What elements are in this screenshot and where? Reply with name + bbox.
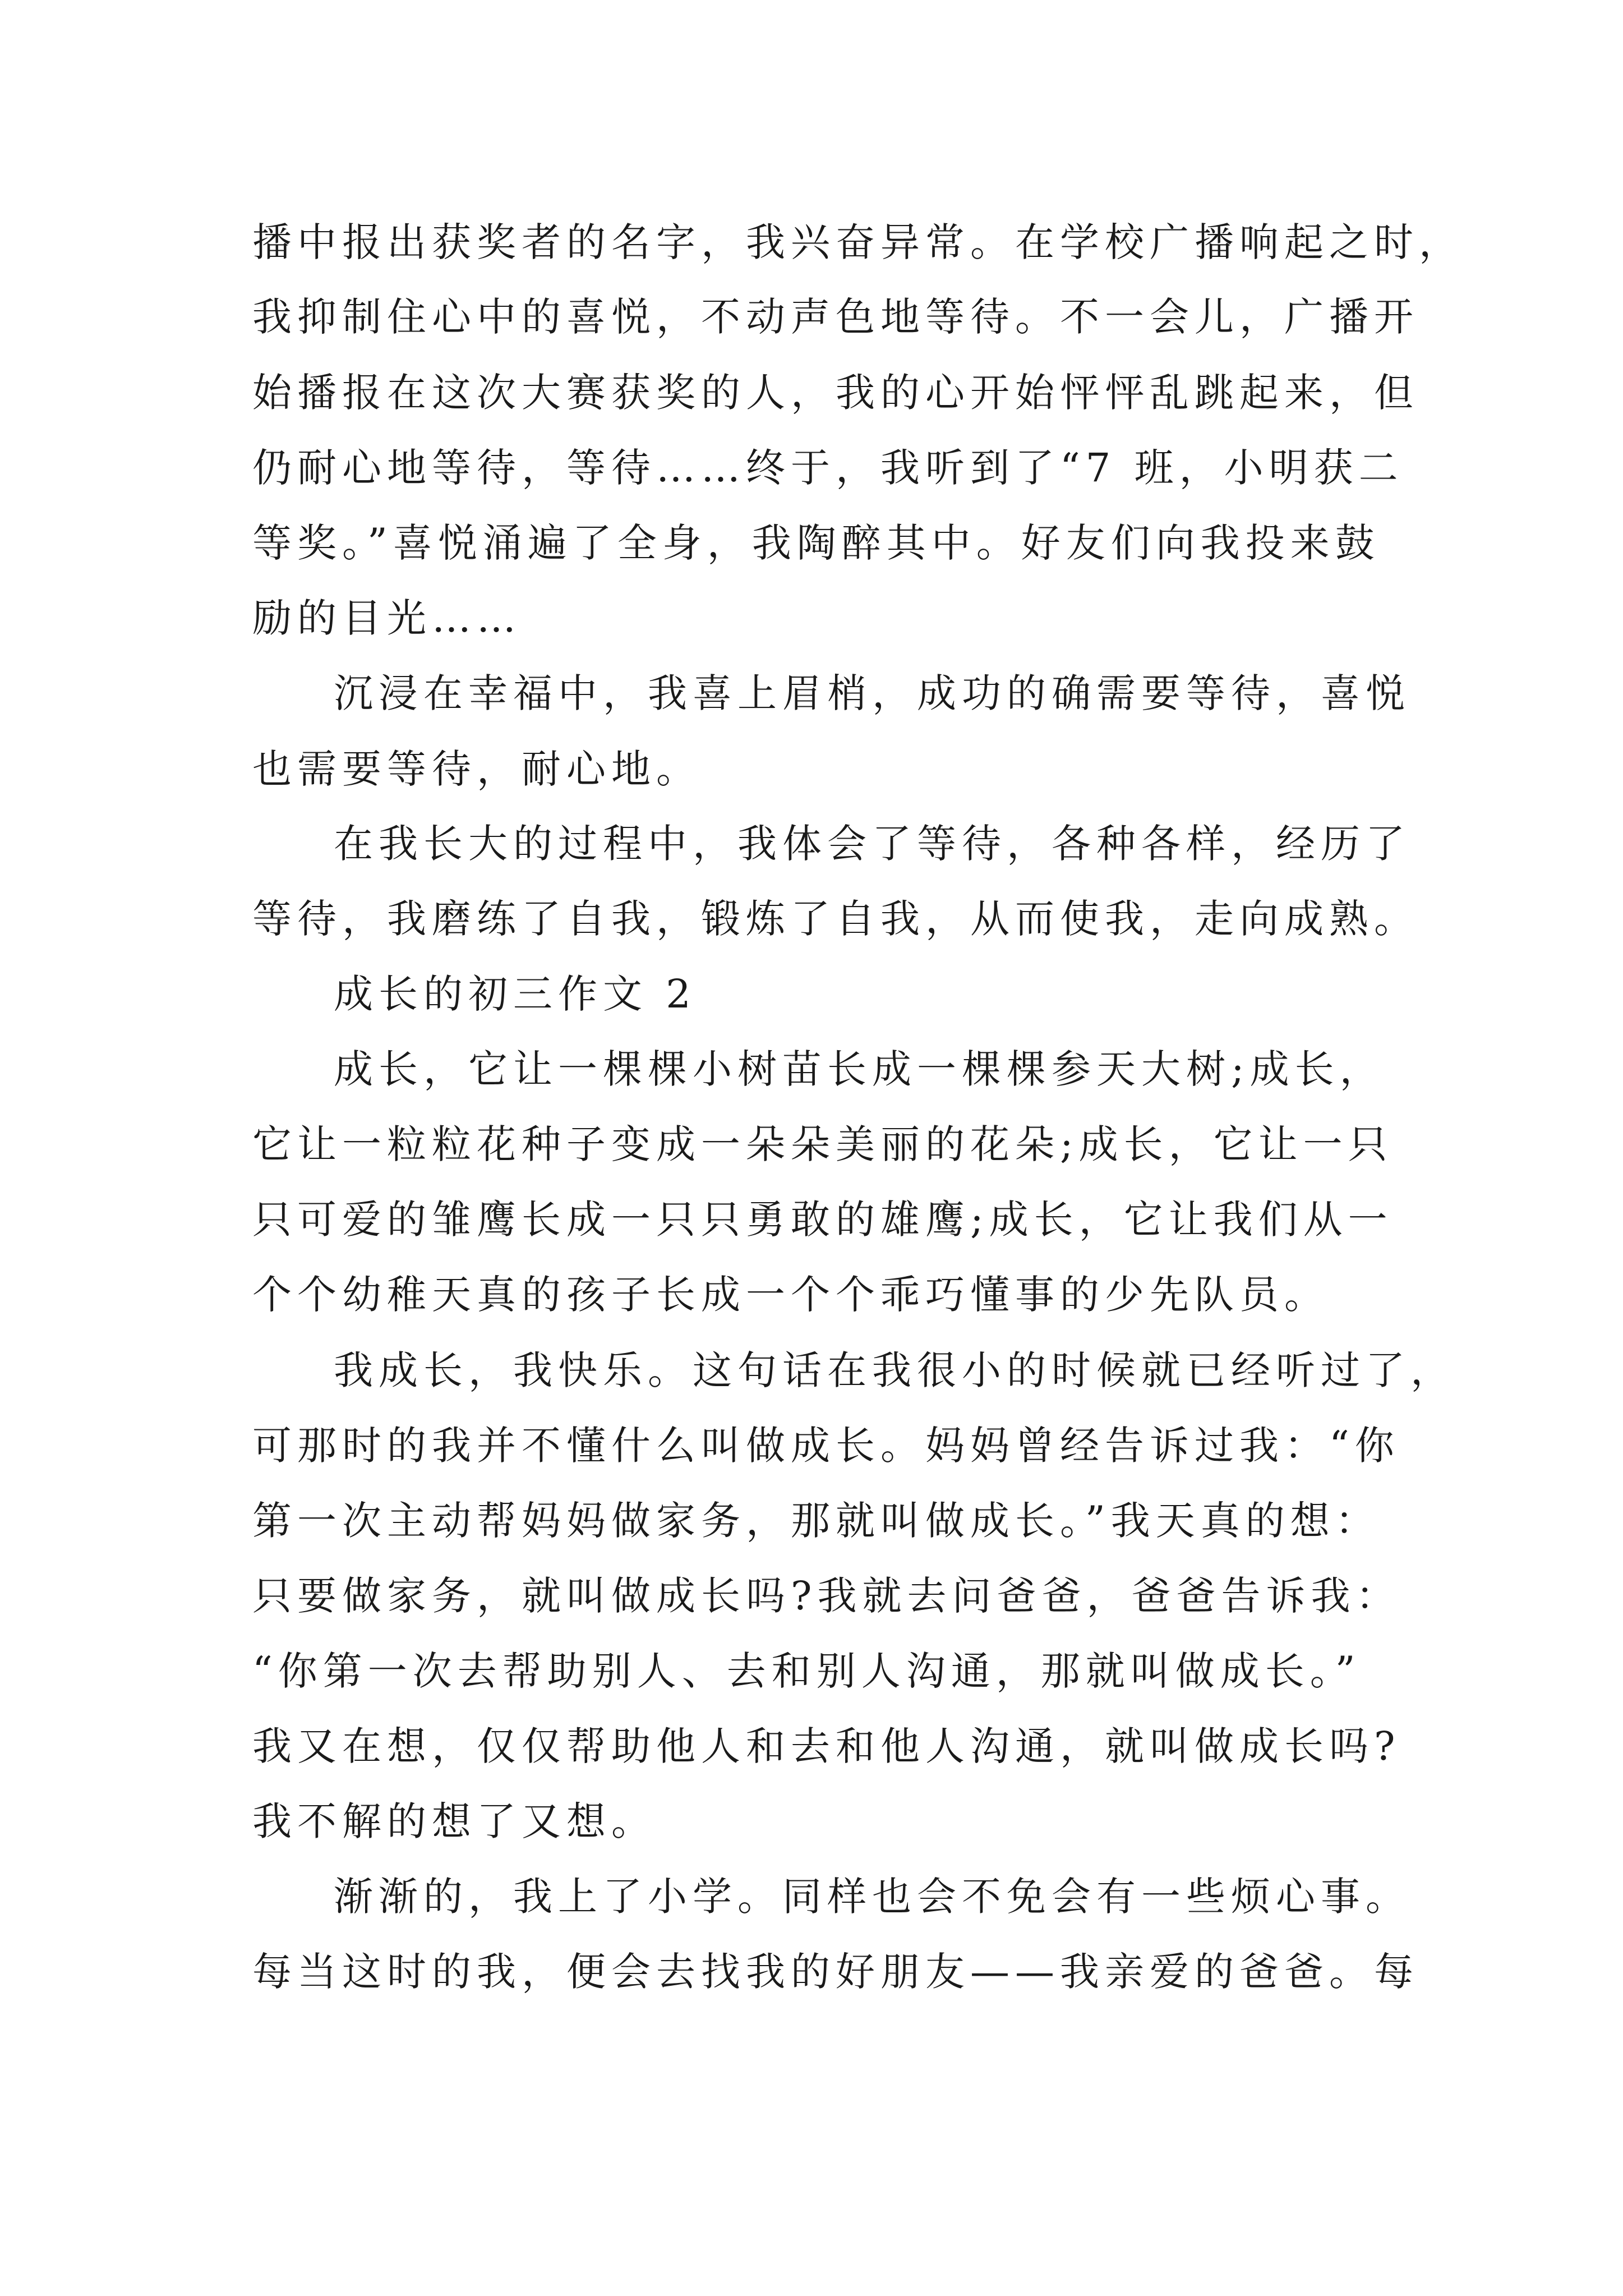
- paragraph-start-line: 在我长大的过程中，我体会了等待，各种各样，经历了: [334, 821, 1410, 867]
- text-line: 始播报在这次大赛获奖的人，我的心开始怦怦乱跳起来，但: [252, 370, 1419, 416]
- text-line: 励的目光……: [252, 595, 522, 641]
- text-line: 等奖。”喜悦涌遍了全身，我陶醉其中。好友们向我投来鼓: [252, 520, 1380, 566]
- text-line: 可那时的我并不懂什么叫做成长。妈妈曾经告诉过我：“你: [252, 1423, 1400, 1469]
- text-line: 我不解的想了又想。: [252, 1798, 656, 1844]
- paragraph-start-line: 成长，它让一棵棵小树苗长成一棵棵参天大树;成长，: [334, 1046, 1385, 1092]
- text-line: 个个幼稚天真的孩子长成一个个乖巧懂事的少先队员。: [252, 1272, 1329, 1318]
- text-line: 仍耐心地等待，等待……终于，我听到了“7 班，小明获二: [252, 445, 1404, 491]
- text-line: 我抑制住心中的喜悦，不动声色地等待。不一会儿，广播开: [252, 294, 1419, 340]
- paragraph-start-line: 我成长，我快乐。这句话在我很小的时候就已经听过了，: [334, 1347, 1455, 1393]
- paragraph-start-line: 沉浸在幸福中，我喜上眉梢，成功的确需要等待，喜悦: [334, 670, 1410, 716]
- text-line: “你第一次去帮助别人、去和别人沟通，那就叫做成长。”: [252, 1648, 1361, 1694]
- text-line: 也需要等待，耐心地。: [252, 746, 701, 792]
- section-heading: 成长的初三作文 2: [334, 971, 697, 1017]
- text-line: 等待，我磨练了自我，锻炼了自我，从而使我，走向成熟。: [252, 896, 1419, 942]
- text-line: 我又在想，仅仅帮助他人和去和他人沟通，就叫做成长吗?: [252, 1723, 1401, 1769]
- text-line: 只要做家务，就叫做成长吗?我就去问爸爸，爸爸告诉我：: [252, 1573, 1401, 1619]
- text-line: 第一次主动帮妈妈做家务，那就叫做成长。”我天真的想：: [252, 1498, 1380, 1544]
- text-line: 每当这时的我，便会去找我的好朋友——我亲爱的爸爸。每: [252, 1949, 1419, 1995]
- text-line: 播中报出获奖者的名字，我兴奋异常。在学校广播响起之时，: [252, 219, 1464, 265]
- paragraph-start-line: 渐渐的，我上了小学。同样也会不免会有一些烦心事。: [334, 1874, 1410, 1920]
- text-line: 它让一粒粒花种子变成一朵朵美丽的花朵;成长，它让一只: [252, 1121, 1393, 1167]
- text-line: 只可爱的雏鹰长成一只只勇敢的雄鹰;成长，它让我们从一: [252, 1197, 1393, 1243]
